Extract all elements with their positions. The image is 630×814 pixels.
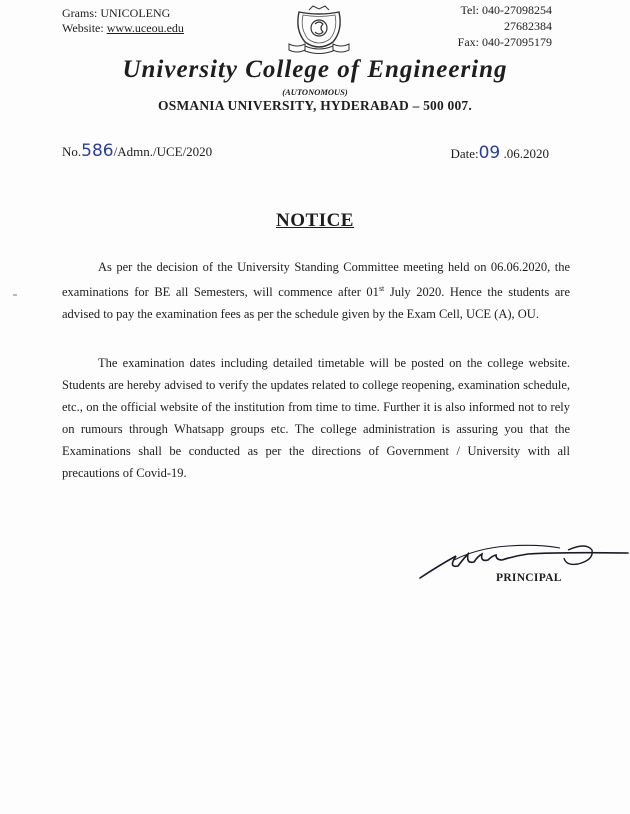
date-rest: .06.2020 — [500, 146, 549, 161]
notice-paragraph-2 — [62, 352, 570, 484]
grams-text: Grams: UNICOLENG — [62, 6, 171, 20]
notice-date — [450, 143, 549, 163]
header-contact-left — [62, 6, 184, 36]
ref-prefix: No. — [62, 144, 82, 159]
header-contact-right — [458, 2, 552, 50]
signatory-title: PRINCIPAL — [496, 572, 562, 584]
date-label: Date: — [450, 146, 479, 161]
p1-text-a: As per the decision of the University Standing Committee meeting held on 06.06.2020, the examinations for BE all Semesters, will commence after 01 — [62, 260, 570, 300]
fax-number: Fax: 040-27095179 — [457, 35, 552, 49]
website-link[interactable]: www.uceou.edu — [106, 21, 184, 35]
university-address: OSMANIA UNIVERSITY, HYDERABAD – 500 007. — [158, 98, 472, 113]
date-day-handwritten: 09 — [478, 143, 501, 163]
p1-ordinal-suffix: st — [378, 284, 385, 293]
telephone-2: 27682384 — [504, 19, 552, 33]
autonomous-label: (AUTONOMOUS) — [282, 87, 348, 97]
website-label: Website: — [62, 21, 104, 35]
telephone-1: Tel: 040-27098254 — [460, 3, 552, 17]
scan-speck — [13, 294, 17, 296]
p1-text-b: July 2020. Hence the students are advised to pay the examination fees as per the schedule given by the Exam Cell, UCE (A), OU. — [62, 285, 571, 322]
ref-suffix: /Admn./UCE/2020 — [113, 144, 213, 159]
institution-name: University College of Engineering — [122, 56, 508, 83]
notice-paragraph-1 — [62, 256, 570, 325]
ref-number-handwritten: 586 — [81, 141, 114, 161]
reference-number — [62, 141, 212, 161]
university-emblem-icon — [287, 4, 351, 54]
p2-text: The examination dates including detailed timetable will be posted on the college website. Students are hereby advised to verify the updates related to college reopening, examination schedule, etc., on the official website of the institution from time to time. Further it is also informed not to rely on rumours through Whatsapp groups etc. The college administration is assuring you that the Examinations shall be conducted as per the directions of Government / University with all precautions of Covid-19. — [62, 356, 570, 480]
website-line — [62, 21, 184, 36]
notice-title: NOTICE — [276, 210, 354, 231]
